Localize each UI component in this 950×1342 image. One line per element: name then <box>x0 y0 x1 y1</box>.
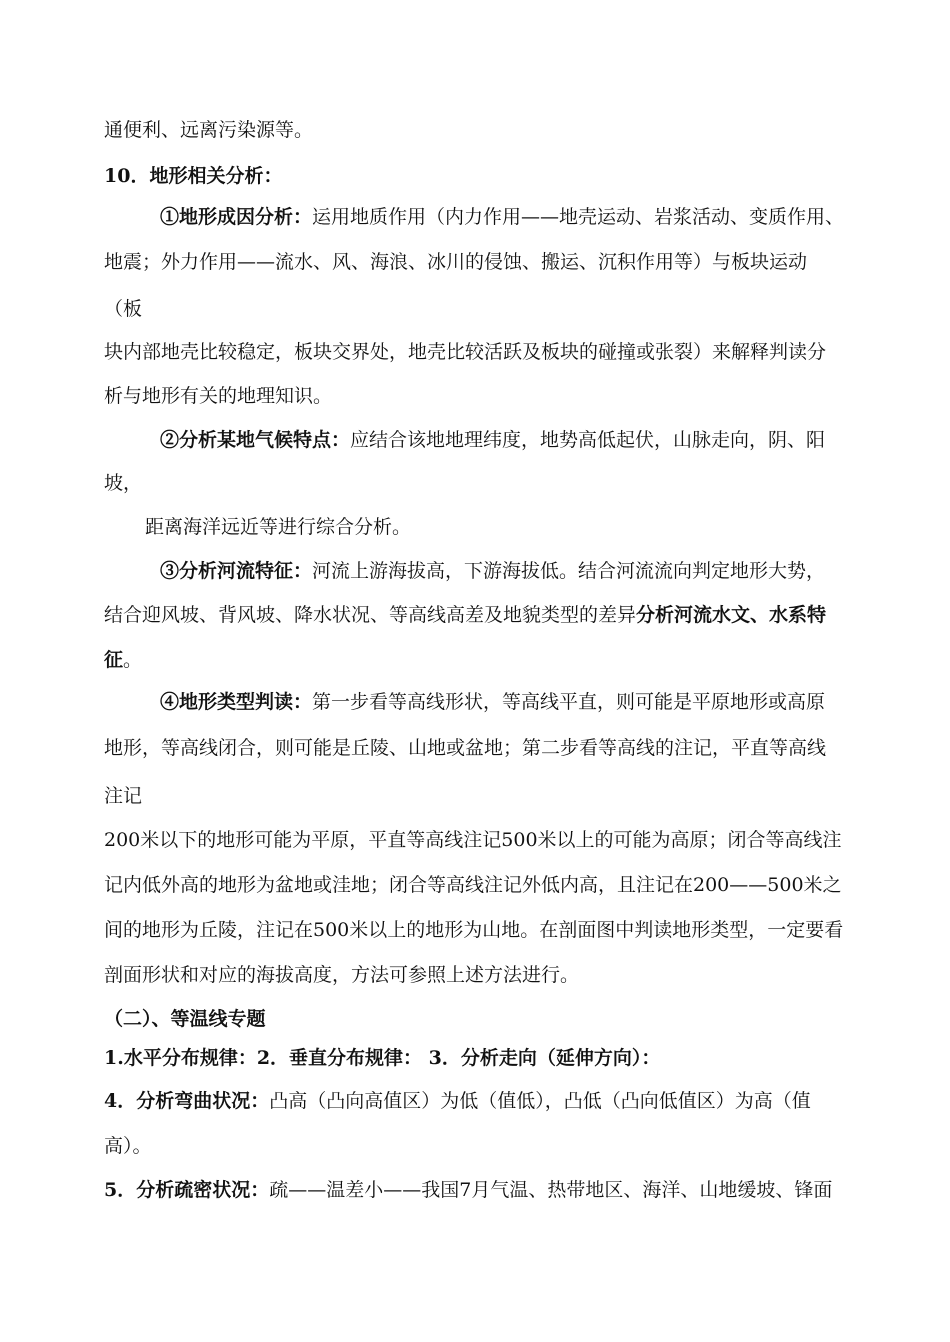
text-line: 剖面形状和对应的海拔高度，方法可参照上述方法进行。 <box>104 964 580 986</box>
paragraph-1-line <box>160 205 844 229</box>
paragraph-3-text: 河流上游海拔高，下游海拔低。结合河流流向判定地形大势， <box>312 560 826 582</box>
paragraph-4-title: ④地形类型判读： <box>160 691 313 713</box>
text-line <box>104 603 826 627</box>
text-line <box>104 648 142 672</box>
text-line: 距离海洋远近等进行综合分析。 <box>145 516 412 538</box>
text-line: 地震；外力作用——流水、风、海浪、冰川的侵蚀、搬运、沉积作用等）与板块运动 <box>104 251 808 273</box>
text-line: （板 <box>104 298 143 320</box>
heading-text: 10．地形相关分析： <box>104 165 283 187</box>
paragraph-1-text: 运用地质作用（内力作用——地壳运动、岩浆活动、变质作用、 <box>312 206 845 228</box>
item-4-title: 4．分析弯曲状况： <box>104 1090 270 1112</box>
item-5-text: 疏——温差小——我国7月气温、热带地区、海洋、山地缓坡、锋面 <box>269 1179 833 1201</box>
text-span: 。 <box>123 649 143 671</box>
heading-text: （二）、等温线专题 <box>104 1008 266 1030</box>
text-line: 记内低外高的地形为盆地或洼地；闭合等高线注记外低内高，且注记在200——500米之 <box>104 874 842 896</box>
text-line: 坡， <box>104 472 143 494</box>
paragraph-3-line <box>160 559 825 583</box>
paragraph-4-line <box>160 690 825 714</box>
section-heading-2 <box>104 1007 266 1031</box>
text-line: 析与地形有关的地理知识。 <box>104 385 333 407</box>
text-line: 通便利、远离污染源等。 <box>104 119 314 141</box>
bold-span: 征 <box>104 649 124 671</box>
item-5-line <box>104 1178 832 1202</box>
text-line: 地形，等高线闭合，则可能是丘陵、山地或盆地；第二步看等高线的注记，平直等高线 <box>104 737 827 759</box>
text-line: 高）。 <box>104 1135 152 1157</box>
paragraph-1-title: ①地形成因分析： <box>160 206 313 228</box>
item-5-title: 5．分析疏密状况： <box>104 1179 270 1201</box>
paragraph-2-title: ②分析某地气候特点： <box>160 429 351 451</box>
section-heading-10 <box>104 164 282 188</box>
paragraph-2-text: 应结合该地地理纬度，地势高低起伏，山脉走向，阴、阳 <box>350 429 826 451</box>
paragraph-3-title: ③分析河流特征： <box>160 560 313 582</box>
paragraph-2-line <box>160 428 825 452</box>
text-line: 200米以下的地形可能为平原，平直等高线注记500米以上的可能为高原；闭合等高线注 <box>104 829 842 851</box>
text-span: 结合迎风坡、背风坡、降水状况、等高线高差及地貌类型的差异 <box>104 604 637 626</box>
heading-text: 1.水平分布规律：2．垂直分布规律： 3．分析走向（延伸方向）： <box>104 1047 661 1069</box>
bold-span: 分析河流水文、水系特 <box>636 604 827 626</box>
item-4-text: 凸高（凸向高值区）为低（值低），凸低（凸向低值区）为高（值 <box>269 1090 811 1112</box>
paragraph-4-text: 第一步看等高线形状，等高线平直，则可能是平原地形或高原 <box>312 691 826 713</box>
text-line: 块内部地壳比较稳定，板块交界处，地壳比较活跃及板块的碰撞或张裂）来解释判读分 <box>104 341 827 363</box>
text-line: 间的地形为丘陵，注记在500米以上的地形为山地。在剖面图中判读地形类型，一定要看 <box>104 919 844 941</box>
item-4-line <box>104 1089 811 1113</box>
text-line: 注记 <box>104 785 143 807</box>
subsection-line <box>104 1046 660 1070</box>
